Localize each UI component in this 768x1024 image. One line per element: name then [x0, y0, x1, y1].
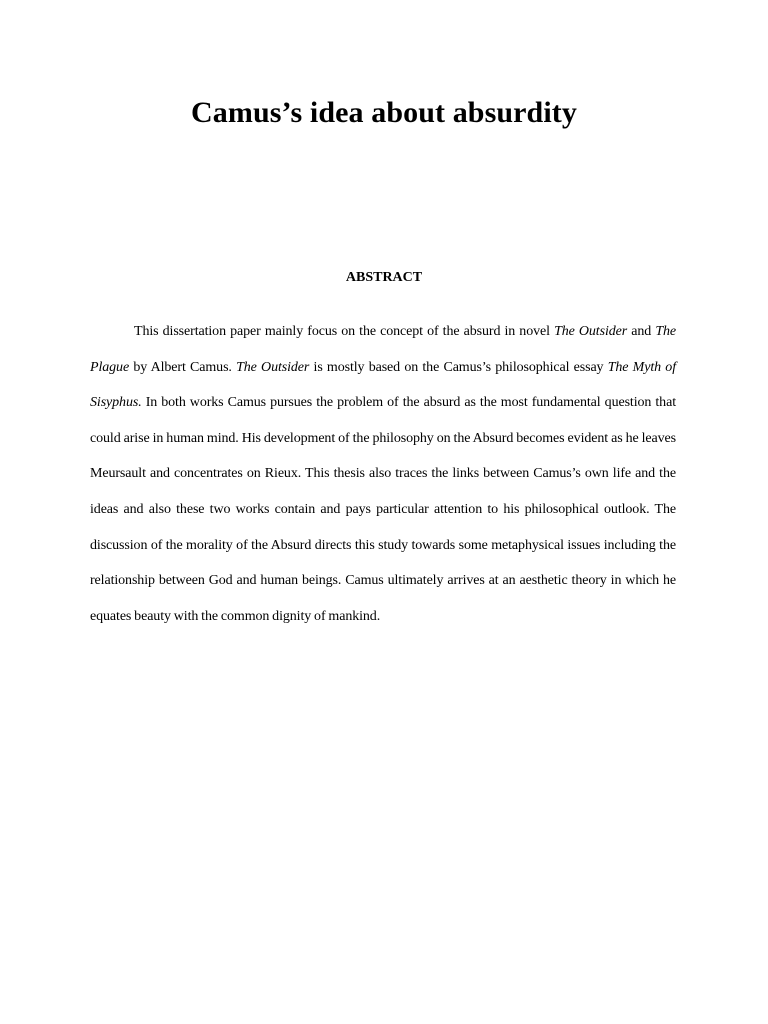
- abstract-text-segment: by Albert Camus.: [129, 359, 237, 375]
- abstract-text-segment: is mostly based on the Camus’s philosophical essay: [309, 359, 608, 375]
- abstract-heading: ABSTRACT: [345, 270, 423, 285]
- book-title-the-outsider: The Outsider: [236, 359, 310, 375]
- abstract-paragraph: [90, 314, 676, 634]
- document-title: Camus’s idea about absurdity: [191, 96, 577, 129]
- abstract-text-segment: This dissertation paper mainly focus on the concept of the absurd in novel: [134, 324, 555, 339]
- book-title-myth-of-sisyphus: The Myth of Sisyphus.: [90, 359, 676, 411]
- abstract-text-segment: In both works Camus pursues the problem of the absurd as the most fundamental question that could arise in human mind. His development of the philosophy on the Absurd becomes evident as he leaves Meursault and concentrates on Rieux. This thesis also traces the links between Camus’s own life and the ideas and also these two works contain and pays particular attention to his philosophical outlook. The discussion of the morality of the Absurd directs this study towards some metaphysical issues including the relationship between God and human beings. Camus ultimately arrives at an aesthetic theory in which he equates beauty with the common dignity of mankind.: [90, 395, 676, 624]
- book-title-the-plague: The Plague: [90, 324, 677, 375]
- book-title-the-outsider: The Outsider: [554, 324, 628, 339]
- abstract-text-segment: and: [627, 324, 656, 339]
